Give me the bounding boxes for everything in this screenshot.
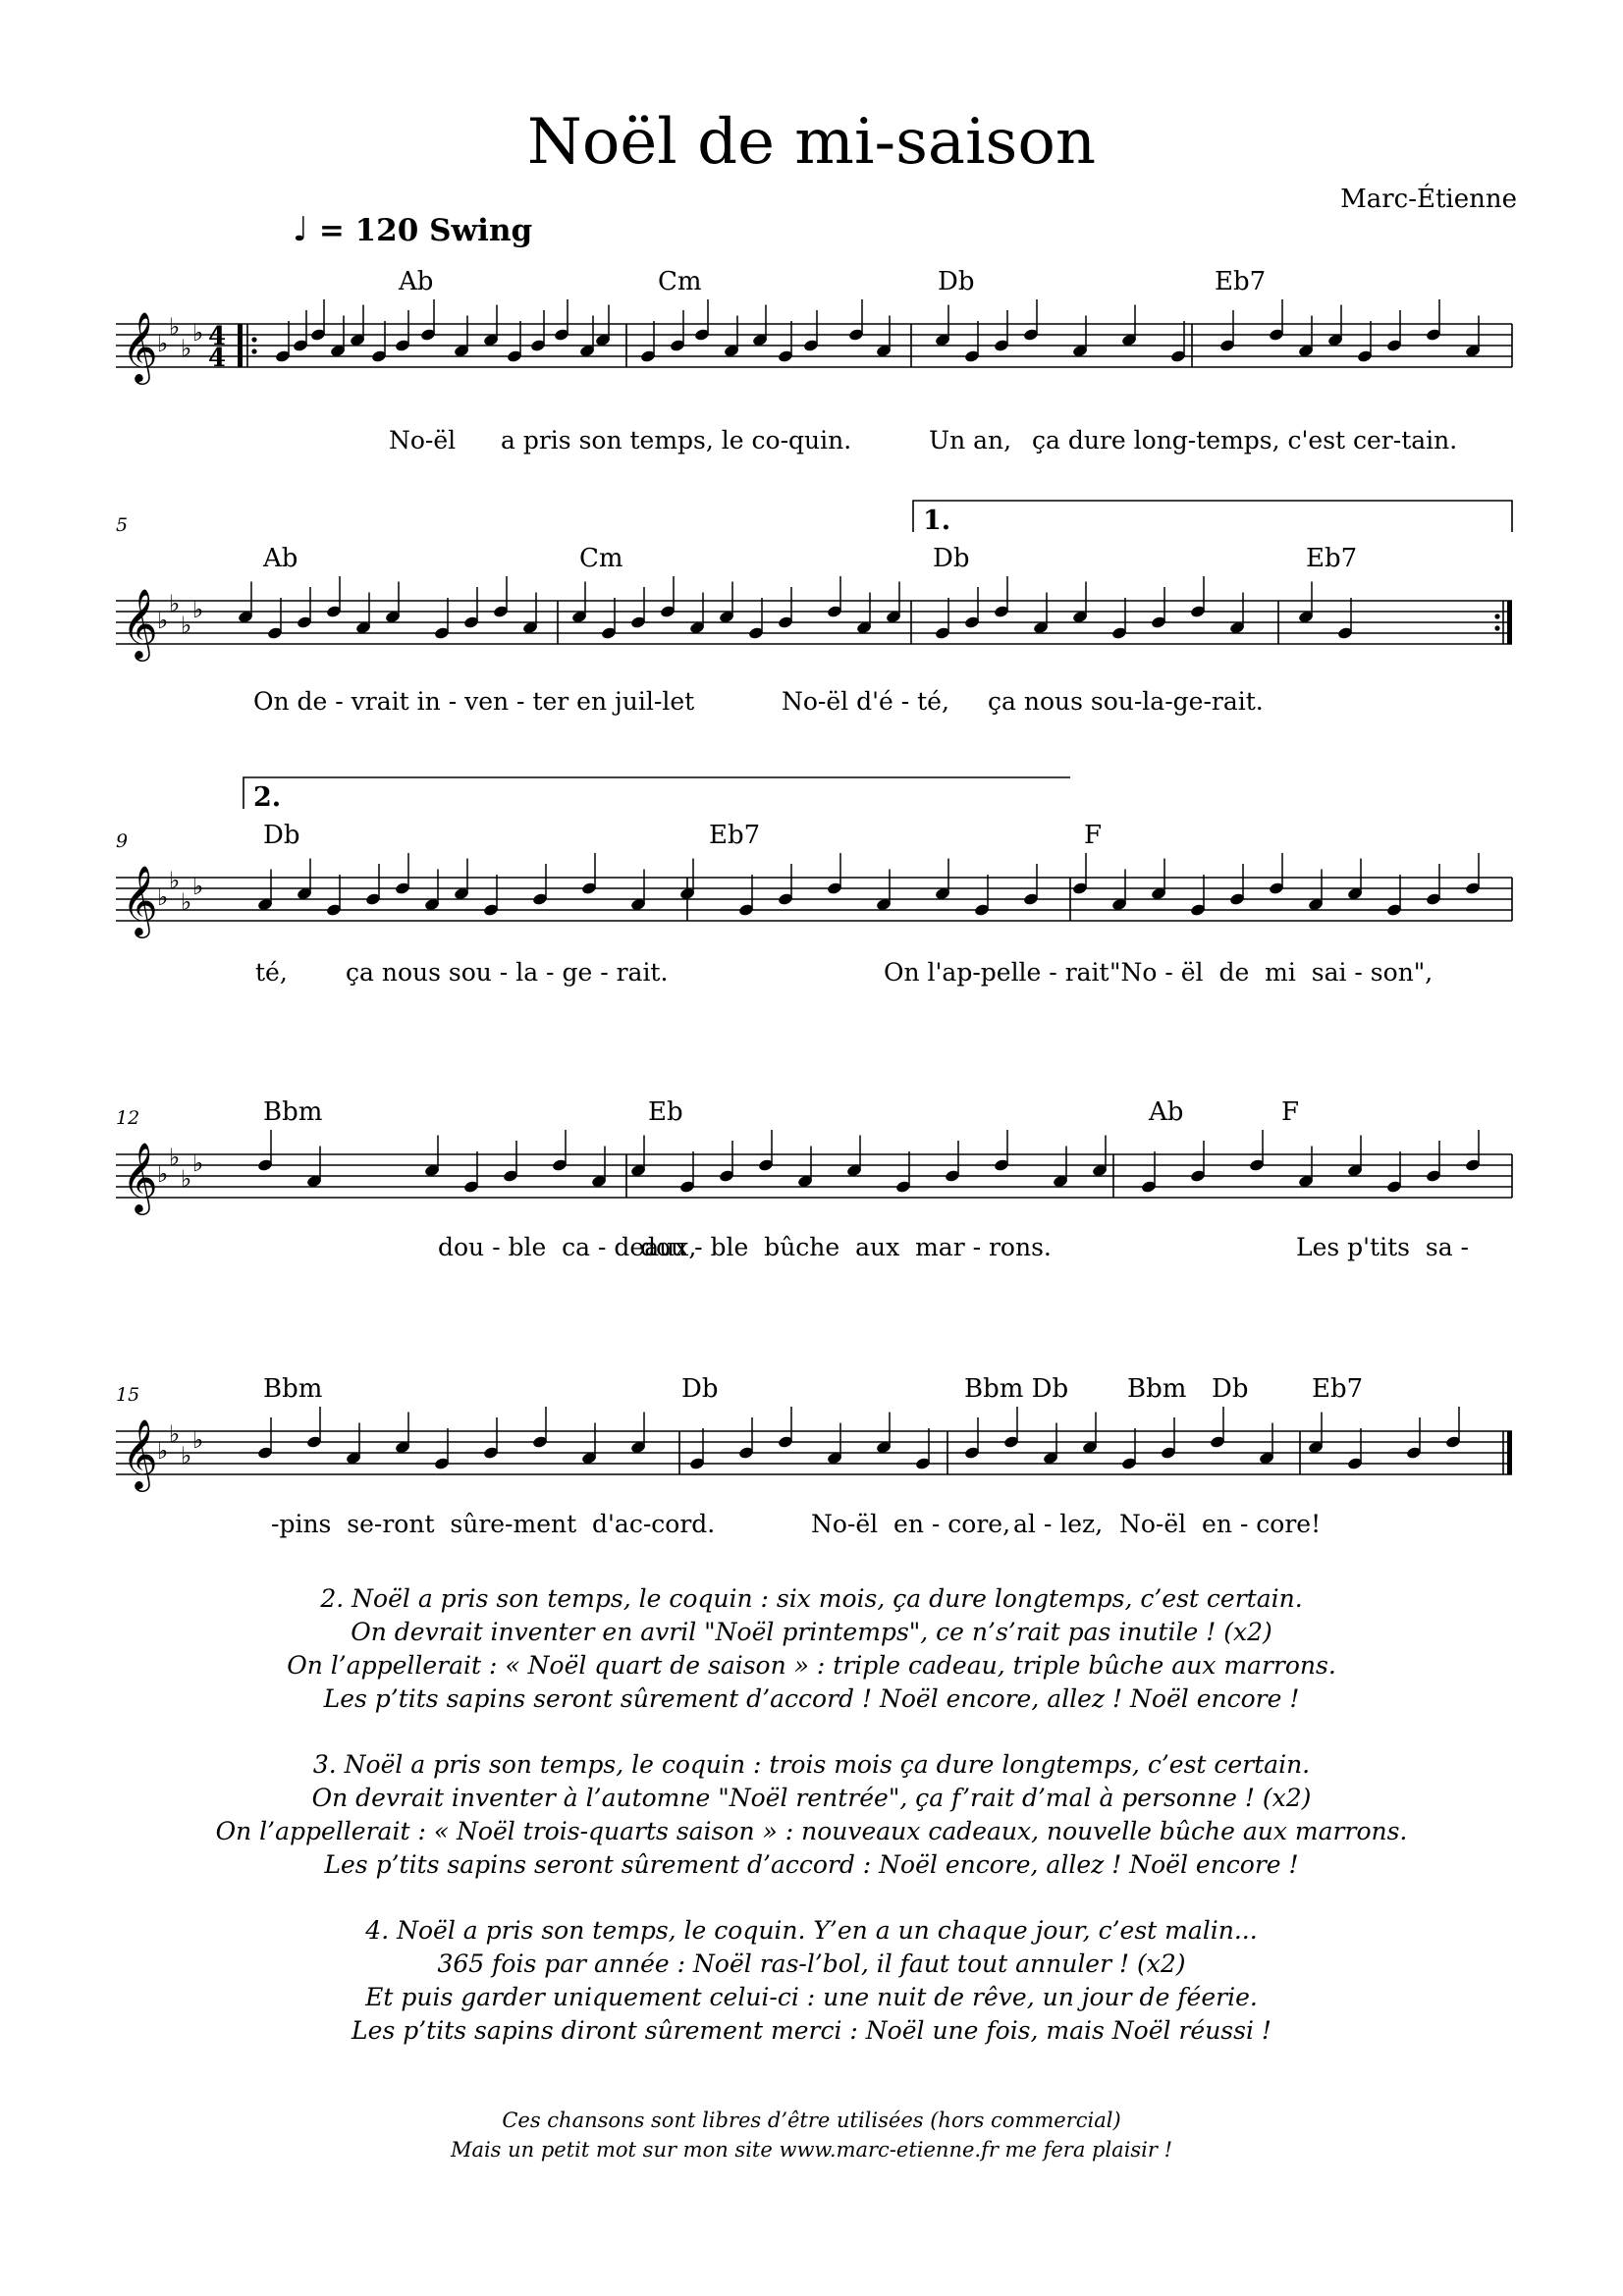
chord-symbol: Bbm <box>263 1097 323 1127</box>
flat-icon: ♭ <box>169 313 181 341</box>
lyric-line: té, <box>255 958 288 987</box>
chord-symbol: Cm <box>579 544 623 573</box>
lyric-line: al - lez, <box>1013 1510 1104 1538</box>
treble-clef-icon: 𝄞 <box>122 864 158 935</box>
flat-icon: ♭ <box>192 873 204 900</box>
flat-icon: ♭ <box>157 883 169 911</box>
chord-symbol: Db <box>681 1374 719 1404</box>
chord-symbol: Cm <box>658 267 702 296</box>
verses-block <box>0 1582 1623 2080</box>
flat-icon: ♭ <box>169 1420 181 1448</box>
lyric-line: No-ël en - core, <box>811 1510 1011 1538</box>
flat-icon: ♭ <box>157 1437 169 1465</box>
lyric-line: a pris son temps, le co-quin. <box>501 426 852 454</box>
verse-2 <box>0 1582 1623 1716</box>
repeat-dot <box>251 337 256 342</box>
verse-line: 2. Noël a pris son temps, le coquin : six mois, ça dure longtemps, c’est certain. <box>320 1584 1303 1613</box>
chord-symbol: Bbm <box>263 1374 323 1404</box>
lyric-line: ça dure long-temps, c'est cer-tain. <box>1032 426 1458 454</box>
flat-icon: ♭ <box>192 1149 204 1177</box>
verse-4 <box>0 1914 1623 2048</box>
barline-thick <box>1507 601 1512 644</box>
lyric-line: dou - ble bûche aux mar - rons. <box>640 1233 1052 1261</box>
treble-clef-icon: 𝄞 <box>122 1417 158 1489</box>
repeat-dot <box>1494 614 1499 618</box>
volta-label: 1. <box>923 506 951 536</box>
measure-number: 5 <box>116 514 129 536</box>
verse-line: On devrait inventer en avril "Noël printemps", ce n’s’rait pas inutile ! (x2) <box>351 1618 1272 1646</box>
treble-clef-icon: 𝄞 <box>122 1141 158 1212</box>
repeat-bar <box>238 324 243 367</box>
chord-symbol: Bbm <box>1127 1374 1187 1404</box>
chord-symbol: Eb <box>648 1097 683 1127</box>
time-signature-top: 4 <box>208 322 227 351</box>
lyric-line: ça nous sou - la - ge - rait. <box>346 958 669 987</box>
chord-symbol: Db <box>933 544 970 573</box>
flat-icon: ♭ <box>192 319 204 347</box>
treble-clef-icon: 𝄞 <box>122 587 158 659</box>
tempo-text: = 120 Swing <box>318 213 533 248</box>
chord-symbol: Bbm Db <box>964 1374 1069 1404</box>
lyric-line: On de - vrait in - ven - ter en juil-let <box>253 687 695 716</box>
verse-line: Les p’tits sapins diront sûrement merci : Noël une fois, mais Noël réussi ! <box>352 2016 1271 2045</box>
verse-line: On l’appellerait : « Noël trois-quarts saison » : nouveaux cadeaux, nouvelle bûche aux marrons. <box>215 1817 1408 1845</box>
volta-label: 2. <box>253 782 282 813</box>
verse-line: 3. Noël a pris son temps, le coquin : trois mois ça dure longtemps, c’est certain. <box>312 1750 1311 1779</box>
chord-symbol: Eb7 <box>709 821 761 850</box>
flat-icon: ♭ <box>192 1426 204 1454</box>
footer-line: Mais un petit mot sur mon site www.marc-etienne.fr me fera plaisir ! <box>450 2138 1173 2162</box>
verse-3 <box>0 1748 1623 1882</box>
flat-icon: ♭ <box>181 612 192 639</box>
lyric-line: ça nous sou-la-ge-rait. <box>988 687 1264 716</box>
chord-symbol: F <box>1281 1097 1300 1127</box>
song-title: Noël de mi-saison <box>526 106 1097 179</box>
lyric-line: On l'ap-pelle - rait <box>884 958 1109 987</box>
flat-icon: ♭ <box>181 888 192 916</box>
chord-symbol: Ab <box>263 544 298 573</box>
treble-clef-icon: 𝄞 <box>122 310 158 382</box>
verse-line: 4. Noël a pris son temps, le coquin. Y’en a un chaque jour, c’est malin... <box>365 1916 1258 1945</box>
lyric-line: -pins se-ront sûre-ment d'ac-cord. <box>271 1510 716 1538</box>
flat-icon: ♭ <box>169 1144 181 1171</box>
flat-icon: ♭ <box>169 867 181 894</box>
flat-icon: ♭ <box>157 607 169 634</box>
repeat-dot <box>1494 625 1499 630</box>
verse-line: Et puis garder uniquement celui-ci : une nuit de rêve, un jour de féerie. <box>365 1983 1258 2011</box>
volta-bracket-1 <box>913 501 1512 532</box>
flat-icon: ♭ <box>181 335 192 362</box>
lyric-line: Un an, <box>929 426 1012 454</box>
lyric-line: Les p'tits sa - <box>1296 1233 1469 1261</box>
lyric-line: No-ël <box>389 426 457 454</box>
flat-icon: ♭ <box>157 330 169 357</box>
flat-icon: ♭ <box>181 1442 192 1469</box>
flat-icon: ♭ <box>157 1160 169 1188</box>
verse-line: On devrait inventer à l’automne "Noël rentrée", ça f’rait d’mal à personne ! (x2) <box>311 1784 1312 1812</box>
flat-icon: ♭ <box>181 1165 192 1193</box>
footer-note <box>0 2106 1623 2164</box>
repeat-dot <box>251 348 256 353</box>
lyric-line: "No - ël de mi sai - son", <box>1109 958 1434 987</box>
quarter-note-icon: ♩ <box>293 210 309 249</box>
time-signature-bottom: 4 <box>208 344 227 373</box>
chord-symbol: Ab <box>1149 1097 1184 1127</box>
verse-line: Les p’tits sapins seront sûrement d’accord ! Noël encore, allez ! Noël encore ! <box>323 1684 1300 1713</box>
lyric-line: No-ël en - core! <box>1119 1510 1322 1538</box>
chord-symbol: Eb7 <box>1306 544 1358 573</box>
flat-icon: ♭ <box>192 596 204 623</box>
composer-name: Marc-Étienne <box>1340 185 1517 214</box>
chord-symbol: Ab <box>399 267 434 296</box>
chord-symbol: Db <box>938 267 975 296</box>
lyric-line: dou - ble ca - deaux, <box>438 1233 697 1261</box>
measure-number: 12 <box>116 1107 140 1129</box>
chord-symbol: Eb7 <box>1312 1374 1364 1404</box>
flat-icon: ♭ <box>169 590 181 617</box>
chord-symbol: Db <box>1212 1374 1249 1404</box>
verse-line: Les p’tits sapins seront sûrement d’accord : Noël encore, allez ! Noël encore ! <box>324 1850 1299 1879</box>
verse-line: On l’appellerait : « Noël quart de saison » : triple cadeau, triple bûche aux marrons. <box>287 1651 1336 1680</box>
verse-line: 365 fois par année : Noël ras-l’bol, il faut tout annuler ! (x2) <box>437 1949 1186 1978</box>
volta-bracket-2 <box>243 777 1070 809</box>
chord-symbol: Eb7 <box>1215 267 1267 296</box>
footer-line: Ces chansons sont libres d’être utilisées (hors commercial) <box>502 2109 1121 2132</box>
lyric-line: No-ël d'é - té, <box>782 687 949 716</box>
measure-number: 15 <box>116 1384 140 1406</box>
barline-thick <box>1507 1431 1512 1474</box>
chord-symbol: F <box>1084 821 1103 850</box>
chord-symbol: Db <box>263 821 300 850</box>
measure-number: 9 <box>116 830 129 852</box>
